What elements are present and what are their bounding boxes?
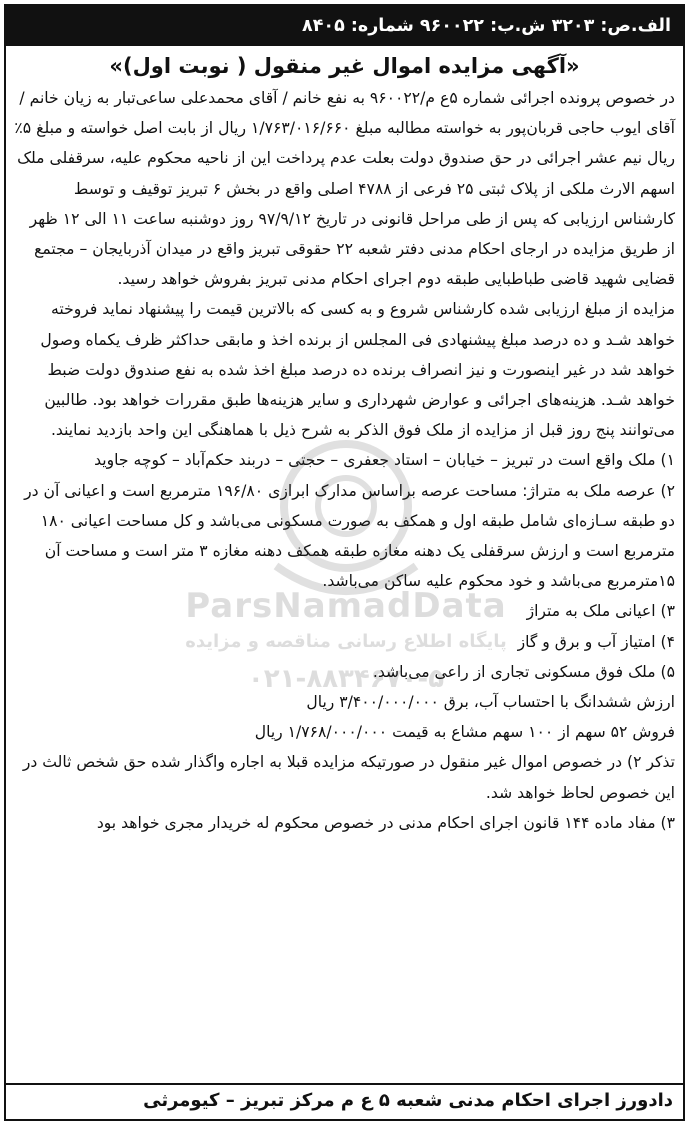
- item-utilities: ۴) امتیاز آب و برق و گاز: [517, 632, 675, 651]
- item-location: ۱) ملک واقع است در تبریز – خیابان – استاد جعفری – حجتی – دربند حکم‌آباد – کوچه جاوید: [94, 451, 675, 470]
- watermark-brand: ParsNamadData: [185, 586, 507, 626]
- watermark-subtitle: پایگاه اطلاع رسانی مناقصه و مزایده: [185, 631, 507, 652]
- full-value-line: ارزش ششدانگ با احتساب آب، برق ۳/۴۰۰/۰۰۰/۰۰۰ ریال: [306, 693, 675, 712]
- sale-share-line: فروش ۵۲ سهم از ۱۰۰ سهم مشاع به قیمت ۱/۷۶۸/۰۰۰/۰۰۰ ریال: [254, 723, 675, 742]
- item-usage: ۵) ملک فوق مسکونی تجاری از راعی می‌باشد.: [372, 662, 675, 681]
- watermark-phone: ۰۲۱-۸۸۳۴۶۷۰-۵: [247, 664, 445, 694]
- item-area: ۲) عرصه ملک به متراژ: مساحت عرصه براساس مدارک ابرازی ۱۹۶/۸۰ مترمربع است و اعیانی آن در دو طبقه سـازه‌ای شامل طبقه اول و همکف به صورت مسکونی می‌باشد و کل مساحت اعیانی ۱۸۰ مترمربع است و ارزش سرقفلی یک دهنه مغازه طبقه همکف دهنه مغازه ۳ متر است و مساحت آن ۱۵مترمربع می‌باشد و خود محکوم علیه ساکن می‌باشد.: [24, 481, 675, 591]
- reference-bar: الف.ص: ۳۲۰۳ ش.ب: ۹۶۰۰۲۲ شماره: ۸۴۰۵: [6, 6, 683, 46]
- intro-paragraph: در خصوص پرونده اجرائی شماره ۵ع م/۹۶۰۰۲۲ به نفع خانم / آقای محمدعلی ساعی‌تبار به زیان خانم / آقای ایوب حاجی قربان‌پور به خواسته مطالبه مبلغ ۱/۷۶۳/۰۱۶/۶۶۰ ریال از بابت اصل خواسته و مبلغ ۵٪ ریال نیم عشر اجرائی در حق صندوق دولت بعلت عدم پرداخت این از ناحیه محکوم علیه، سرقفلی ملک اسهم الارث ملکی از پلاک ثبتی ۲۵ فرعی از ۴۷۸۸ اصلی واقع در بخش ۶ تبریز توقیف و توسط کارشناس ارزیابی که پس از طی مراحل قانونی در تاریخ ۹۷/۹/۱۲ روز دوشنبه ساعت ۱۱ الی ۱۲ ظهر از طریق مزایده در ارجای احکام مدنی دفتر شعبه ۲۲ حقوقی تبریز واقع در میدان آذربایجان – مجتمع قضایی شهید قاضی طباطبایی طبقه دوم اجرای احکام مدنی تبریز بفروش خواهد رسید.: [14, 89, 675, 289]
- notice-title: «آگهی مزایده اموال غیر منقول ( نوبت اول)»: [109, 54, 580, 78]
- item-building: ۳) اعیانی ملک به متراژ: [526, 602, 675, 621]
- note-2-paragraph: تذکر ۲) در خصوص اموال غیر منقول در صورتیکه مزایده قبلا به اجاره واگذار شده حق شخص ثالث در این خصوص لحاظ خواهد شد.: [22, 753, 675, 802]
- terms-paragraph: مزایده از مبلغ ارزیابی شده کارشناس شروع و به کسی که بالاترین قیمت را پیشنهاد نماید فروخته خواهد شـد و ده درصد مبلغ پیشنهادی فی المجلس از برنده اخذ و مابقی حداکثر ظرف یکماه وصول خواهد شد در غیر اینصورت و نیز انصراف برنده ده درصد مبلغ اخذ شده به نفع صندوق دولت ضبط خواهد شـد. هزینه‌های اجرائی و عوارض شهرداری و سایر هزینه‌ها طبق مقررات خواهد بود. طالبین می‌توانند پنج روز قبل از مزایده از ملک فوق الذکر به شرح ذیل با هماهنگی این واحد بازدید نمایند.: [40, 300, 675, 440]
- note-3-paragraph: ۳) مفاد ماده ۱۴۴ قانون اجرای احکام مدنی در خصوص محکوم له خریدار مجری خواهد بود: [96, 813, 675, 832]
- notice-body: [6, 83, 683, 838]
- notice-frame: [4, 4, 685, 1121]
- signature-footer: دادورز اجرای احکام مدنی شعبه ۵ ع م مرکز تبریز – کیومرثی: [6, 1083, 683, 1119]
